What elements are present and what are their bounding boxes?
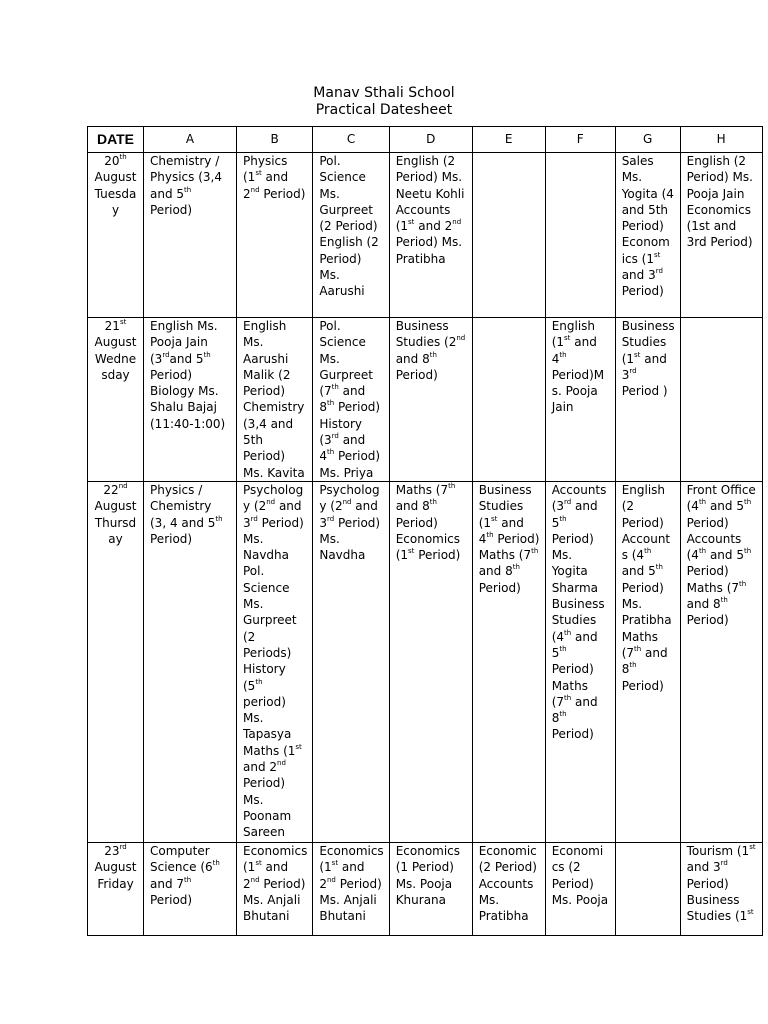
table-cell: English (2 Period) Account s (4th and 5th Period) Ms. Pratibha Maths (7th and 8th Period) [615, 481, 680, 842]
table-cell: English (2 Period) Ms. Neetu Kohli Accounts (1st and 2nd Period) Ms. Pratibha [389, 153, 472, 318]
date-cell: 20th August Tuesda y [88, 153, 144, 318]
header-column-e: E [472, 127, 545, 153]
table-cell [545, 153, 615, 318]
table-cell: Tourism (1st and 3rd Period) Business Studies (1st [680, 842, 762, 935]
table-cell: Business Studies (1st and 3rd Period ) [615, 318, 680, 482]
header-date: DATE [88, 127, 144, 153]
table-cell [680, 318, 762, 482]
table-cell: English Ms. Pooja Jain (3rdand 5th Period) Biology Ms. Shalu Bajaj (11:40-1:00) [144, 318, 237, 482]
header-row [88, 127, 763, 153]
table-row [88, 318, 763, 482]
table-cell: Sales Ms. Yogita (4 and 5th Period) Econom ics (1st and 3rd Period) [615, 153, 680, 318]
datesheet-table [87, 126, 763, 936]
table-cell: Accounts (3rd and 5th Period) Ms. Yogita Sharma Business Studies (4th and 5th Period) Maths (7th and 8th Period) [545, 481, 615, 842]
header-column-h: H [680, 127, 762, 153]
header-column-g: G [615, 127, 680, 153]
date-cell: 23rd August Friday [88, 842, 144, 935]
table-cell: Psycholog y (2nd and 3rd Period) Ms. Navdha Pol. Science Ms. Gurpreet (2 Periods) History (5th period) Ms. Tapasya Maths (1st and 2nd Period) Ms. Poonam Sareen [237, 481, 313, 842]
table-cell: Front Office (4th and 5th Period) Accounts (4th and 5th Period) Maths (7th and 8th Period) [680, 481, 762, 842]
header-column-b: B [237, 127, 313, 153]
table-cell: Economics (1st and 2nd Period) Ms. Anjali Bhutani [237, 842, 313, 935]
table-cell: Maths (7th and 8th Period) Economics (1st Period) [389, 481, 472, 842]
table-cell: Business Studies (2nd and 8th Period) [389, 318, 472, 482]
table-cell: Economic (2 Period) Accounts Ms. Pratibha [472, 842, 545, 935]
header-column-d: D [389, 127, 472, 153]
table-cell [615, 842, 680, 935]
table-cell: Psycholog y (2nd and 3rd Period) Ms. Navdha [313, 481, 389, 842]
table-row [88, 481, 763, 842]
date-cell: 21st August Wedne sday [88, 318, 144, 482]
header-column-f: F [545, 127, 615, 153]
date-cell: 22nd August Thursd ay [88, 481, 144, 842]
table-cell: Business Studies (1st and 4th Period) Maths (7th and 8th Period) [472, 481, 545, 842]
table-cell: English (1st and 4th Period)M s. Pooja Jain [545, 318, 615, 482]
document-subtitle: Practical Datesheet [315, 102, 453, 118]
document-title: Manav Sthali School [313, 85, 455, 101]
table-cell: Economics (1st and 2nd Period) Ms. Anjali Bhutani [313, 842, 389, 935]
table-cell [472, 153, 545, 318]
table-cell: English Ms. Aarushi Malik (2 Period) Chemistry (3,4 and 5th Period) Ms. Kavita [237, 318, 313, 482]
header-column-c: C [313, 127, 389, 153]
table-row [88, 153, 763, 318]
table-cell: Pol. Science Ms. Gurpreet (2 Period) English (2 Period) Ms. Aarushi [313, 153, 389, 318]
table-cell: Physics (1st and 2nd Period) [237, 153, 313, 318]
table-cell [472, 318, 545, 482]
table-cell: Economi cs (2 Period) Ms. Pooja [545, 842, 615, 935]
table-cell: Economics (1 Period) Ms. Pooja Khurana [389, 842, 472, 935]
table-cell: Physics / Chemistry (3, 4 and 5th Period) [144, 481, 237, 842]
table-cell: English (2 Period) Ms. Pooja Jain Economics (1st and 3rd Period) [680, 153, 762, 318]
table-cell: Pol. Science Ms. Gurpreet (7th and 8th Period) History (3rd and 4th Period) Ms. Priya [313, 318, 389, 482]
table-cell: Chemistry / Physics (3,4 and 5th Period) [144, 153, 237, 318]
header-column-a: A [144, 127, 237, 153]
table-cell: Computer Science (6th and 7th Period) [144, 842, 237, 935]
table-row [88, 842, 763, 935]
